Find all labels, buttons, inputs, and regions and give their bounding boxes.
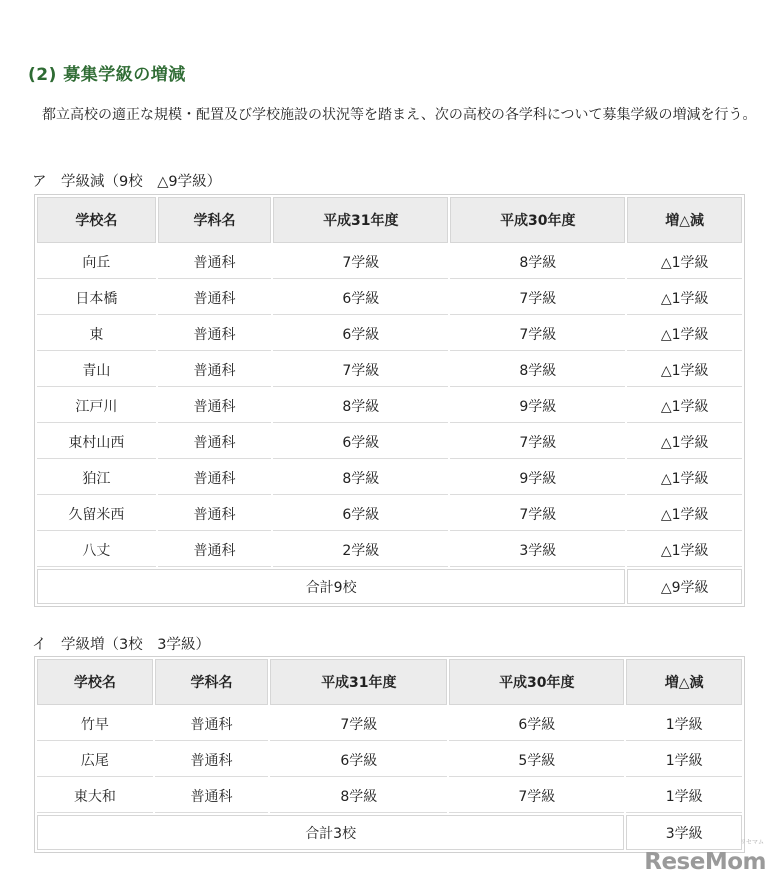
- total-value-cell: 3学級: [626, 815, 742, 850]
- department-cell: 普通科: [155, 707, 269, 741]
- h30-classes-cell: 5学級: [449, 743, 624, 777]
- column-header: 平成31年度: [270, 659, 447, 705]
- change-cell: △1学級: [627, 281, 742, 315]
- total-row: [37, 569, 742, 604]
- department-cell: 普通科: [158, 245, 272, 279]
- change-cell: △1学級: [627, 425, 742, 459]
- table-row: [37, 245, 742, 279]
- school-name-cell: 江戸川: [37, 389, 156, 423]
- class-increase-table: [34, 656, 745, 853]
- table-header-row: [37, 659, 742, 705]
- column-header: 学科名: [155, 659, 269, 705]
- change-cell: 1学級: [626, 707, 742, 741]
- total-label-cell: 合計3校: [37, 815, 624, 850]
- h31-classes-cell: 6学級: [273, 317, 448, 351]
- school-name-cell: 青山: [37, 353, 156, 387]
- section-b-title: イ 学級増（3校 3学級）: [32, 637, 210, 653]
- department-cell: 普通科: [158, 497, 272, 531]
- school-name-cell: 竹早: [37, 707, 153, 741]
- department-cell: 普通科: [155, 779, 269, 813]
- table-row: [37, 353, 742, 387]
- h30-classes-cell: 8学級: [450, 353, 625, 387]
- school-name-cell: 久留米西: [37, 497, 156, 531]
- h31-classes-cell: 2学級: [273, 533, 448, 567]
- table-row: [37, 533, 742, 567]
- table-row: [37, 461, 742, 495]
- h30-classes-cell: 9学級: [450, 389, 625, 423]
- department-cell: 普通科: [155, 743, 269, 777]
- h30-classes-cell: 9学級: [450, 461, 625, 495]
- column-header: 学科名: [158, 197, 272, 243]
- h30-classes-cell: 7学級: [449, 779, 624, 813]
- section-a-title: ア 学級減（9校 △9学級）: [32, 174, 222, 190]
- department-cell: 普通科: [158, 281, 272, 315]
- column-header: 平成31年度: [273, 197, 448, 243]
- h30-classes-cell: 3学級: [450, 533, 625, 567]
- h31-classes-cell: 8学級: [273, 461, 448, 495]
- h30-classes-cell: 8学級: [450, 245, 625, 279]
- change-cell: 1学級: [626, 743, 742, 777]
- resemom-logo: ReseMom: [644, 849, 766, 875]
- h31-classes-cell: 7学級: [273, 245, 448, 279]
- department-cell: 普通科: [158, 389, 272, 423]
- change-cell: △1学級: [627, 245, 742, 279]
- h30-classes-cell: 7学級: [450, 317, 625, 351]
- table-row: [37, 281, 742, 315]
- department-cell: 普通科: [158, 425, 272, 459]
- h30-classes-cell: 7学級: [450, 425, 625, 459]
- h30-classes-cell: 7学級: [450, 497, 625, 531]
- change-cell: 1学級: [626, 779, 742, 813]
- h31-classes-cell: 6学級: [273, 425, 448, 459]
- department-cell: 普通科: [158, 533, 272, 567]
- column-header: 平成30年度: [449, 659, 624, 705]
- table-row: [37, 743, 742, 777]
- table-row: [37, 389, 742, 423]
- h30-classes-cell: 6学級: [449, 707, 624, 741]
- department-cell: 普通科: [158, 353, 272, 387]
- logo-subtext: リセマム: [740, 839, 764, 846]
- h31-classes-cell: 6学級: [270, 743, 447, 777]
- h30-classes-cell: 7学級: [450, 281, 625, 315]
- change-cell: △1学級: [627, 497, 742, 531]
- school-name-cell: 向丘: [37, 245, 156, 279]
- h31-classes-cell: 6学級: [273, 497, 448, 531]
- class-decrease-table: [34, 194, 745, 607]
- h31-classes-cell: 8学級: [270, 779, 447, 813]
- department-cell: 普通科: [158, 461, 272, 495]
- column-header: 平成30年度: [450, 197, 625, 243]
- total-label-cell: 合計9校: [37, 569, 625, 604]
- column-header: 増△減: [627, 197, 742, 243]
- table-row: [37, 707, 742, 741]
- column-header: 学校名: [37, 197, 156, 243]
- department-cell: 普通科: [158, 317, 272, 351]
- table-row: [37, 497, 742, 531]
- school-name-cell: 狛江: [37, 461, 156, 495]
- section-heading: (2) 募集学級の増減: [28, 65, 186, 85]
- h31-classes-cell: 7学級: [270, 707, 447, 741]
- change-cell: △1学級: [627, 461, 742, 495]
- table-row: [37, 317, 742, 351]
- intro-paragraph: 都立高校の適正な規模・配置及び学校施設の状況等を踏まえ、次の高校の各学科について募集学級の増減を行う。: [42, 107, 757, 123]
- table-header-row: [37, 197, 742, 243]
- change-cell: △1学級: [627, 317, 742, 351]
- school-name-cell: 東村山西: [37, 425, 156, 459]
- table-row: [37, 779, 742, 813]
- school-name-cell: 東大和: [37, 779, 153, 813]
- total-value-cell: △9学級: [627, 569, 742, 604]
- h31-classes-cell: 6学級: [273, 281, 448, 315]
- h31-classes-cell: 8学級: [273, 389, 448, 423]
- total-row: [37, 815, 742, 850]
- school-name-cell: 八丈: [37, 533, 156, 567]
- table-row: [37, 425, 742, 459]
- school-name-cell: 広尾: [37, 743, 153, 777]
- change-cell: △1学級: [627, 353, 742, 387]
- school-name-cell: 東: [37, 317, 156, 351]
- column-header: 学校名: [37, 659, 153, 705]
- column-header: 増△減: [626, 659, 742, 705]
- school-name-cell: 日本橋: [37, 281, 156, 315]
- change-cell: △1学級: [627, 389, 742, 423]
- change-cell: △1学級: [627, 533, 742, 567]
- h31-classes-cell: 7学級: [273, 353, 448, 387]
